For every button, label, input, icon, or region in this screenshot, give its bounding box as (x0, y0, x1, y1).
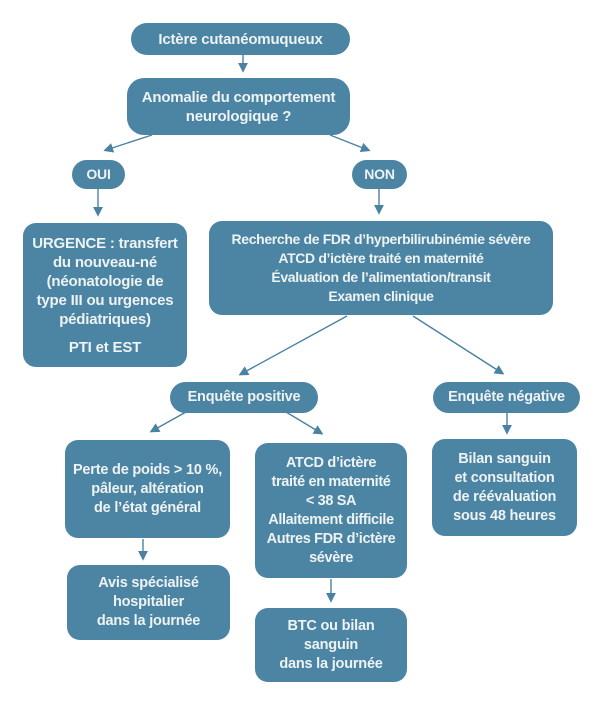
text-line: de l’état général (94, 499, 201, 516)
text-line: Autres FDR d’ictère (266, 530, 396, 547)
arrow-enquete-positive-to-perte (152, 412, 186, 431)
text-line: ATCD d’ictère (285, 454, 377, 471)
text-line: dans la journée (279, 655, 383, 672)
text-line: Évaluation de l’alimentation/transit (271, 269, 491, 285)
text-line: Avis spécialisé (98, 575, 199, 591)
pill-oui (72, 160, 125, 189)
text-line: sévère (309, 549, 353, 566)
text-line: hospitalier (112, 594, 185, 610)
arrow-question-to-non (330, 135, 368, 150)
node-label: OUI (86, 166, 111, 182)
pill-enquete-negative (433, 382, 580, 413)
node-anomalie-comportement (127, 78, 350, 135)
text-line: ATCD d’ictère traité en maternité (278, 250, 484, 266)
text-line: Bilan sanguin (458, 450, 551, 467)
text-line: sous 48 heures (453, 507, 556, 524)
node-avis-specialise (67, 565, 230, 640)
text-line: et consultation (454, 469, 555, 486)
node-ictere-cutaneomuqueux (131, 23, 350, 55)
text-line: Recherche de FDR d’hyperbilirubinémie sévère (231, 231, 531, 247)
text-line: sanguin (303, 636, 359, 653)
arrow-enquete-positive-to-atcd (286, 412, 321, 433)
text-line: du nouveau-né (52, 253, 158, 271)
node-label: Enquête positive (187, 389, 301, 405)
text-line: type III ou urgences (36, 291, 174, 309)
text-line: traité en maternité (271, 473, 391, 490)
text-line: pâleur, altération (91, 480, 204, 497)
text-line: dans la journée (96, 613, 201, 629)
text-line: Allaitement difficile (268, 511, 394, 528)
text-line: Anomalie du comportement (141, 88, 336, 106)
node-label: Ictère cutanéomuqueux (158, 30, 323, 48)
pill-enquete-positive (170, 382, 318, 413)
text-line: pédiatriques) (59, 310, 151, 328)
node-atcd-ictere (255, 443, 407, 578)
node-label: NON (364, 166, 395, 182)
text-line: < 38 SA (305, 492, 357, 509)
node-perte-de-poids (65, 440, 230, 538)
text-line: (néonatologie de (46, 272, 164, 290)
arrow-recherche-to-enquete-negative (413, 316, 502, 373)
text-line: PTI et EST (68, 338, 142, 356)
node-btc-bilan-sanguin (255, 608, 407, 682)
node-recherche-fdr (209, 221, 553, 315)
arrow-question-to-oui (106, 135, 152, 150)
text-line: BTC ou bilan (287, 617, 375, 634)
text-line: neurologique ? (185, 107, 292, 125)
arrow-recherche-to-enquete-positive (241, 316, 347, 374)
node-label: Enquête négative (448, 389, 565, 405)
text-line: de réévaluation (452, 488, 557, 505)
text-line: Examen clinique (328, 288, 434, 304)
node-bilan-sanguin (432, 439, 577, 536)
text-line: Perte de poids > 10 %, (72, 461, 223, 478)
text-line: URGENCE : transfert (32, 234, 178, 252)
pill-non (352, 160, 407, 189)
node-urgence-transfert (23, 223, 187, 367)
